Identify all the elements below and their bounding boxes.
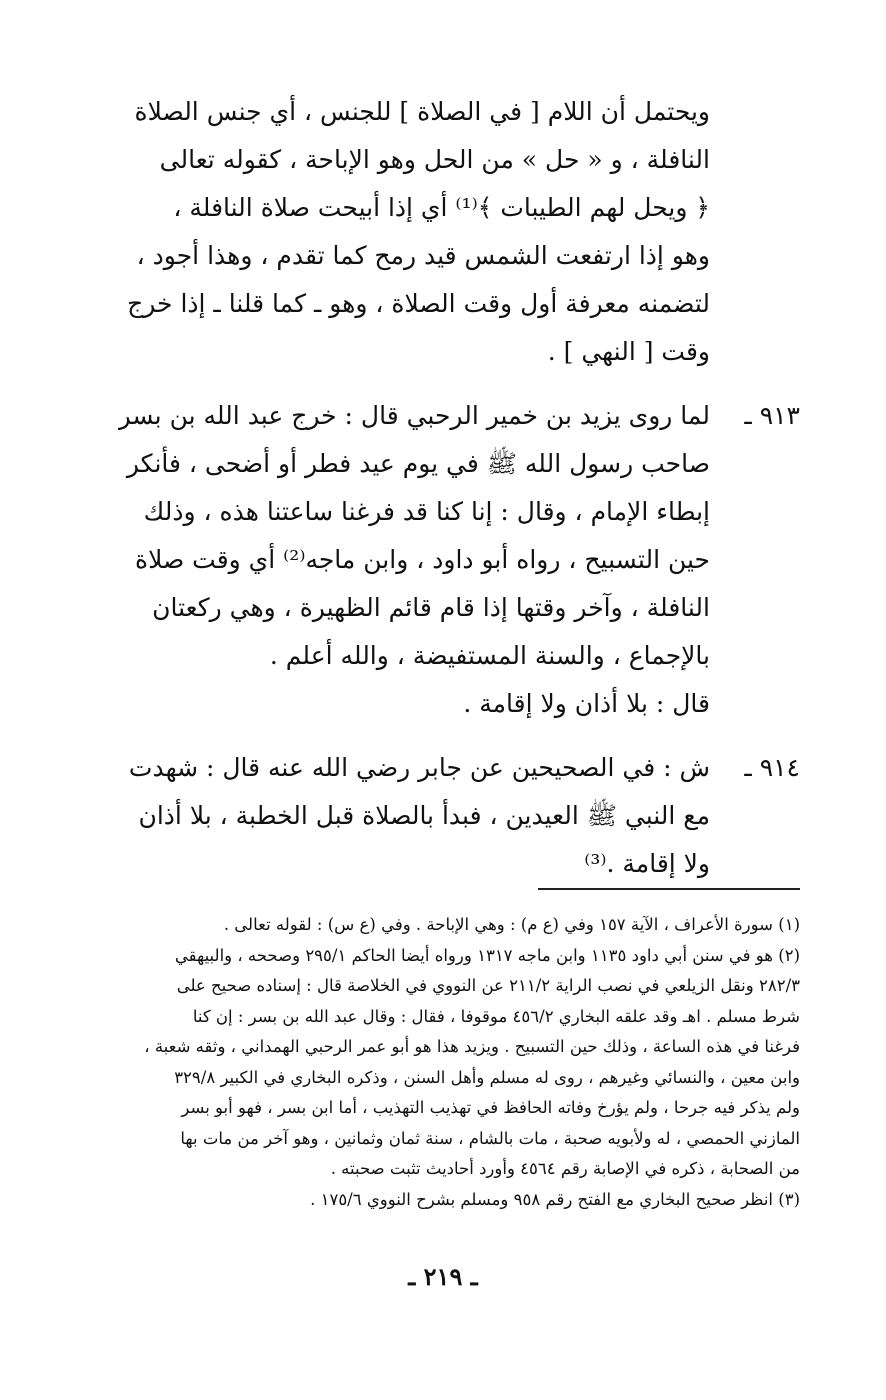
footnote-line: فرغنا في هذه الساعة ، وذلك حين التسبيح . ويزيد هذا هو أبو عمر الرحبي الهمداني ، وثقه شعبة ، [144, 1037, 800, 1056]
hadith-913 [118, 392, 800, 728]
text-line: ش : في الصحيحين عن جابر رضي الله عنه قال : شهدت [128, 753, 710, 782]
footnote-line: (٢) هو في سنن أبي داود ١١٣٥ وابن ماجه ١٣١٧ ورواه أيضا الحاكم ٢٩٥/١ وصححه ، والبيهقي [174, 945, 800, 965]
text-line: النافلة ، و « حل » من الحل وهو الإباحة ، كقوله تعالى [159, 145, 710, 174]
footnotes [118, 910, 800, 1215]
hadith-number: ٩١٤ ـ [744, 753, 800, 782]
text-line: مع النبي ﷺ العيدين ، فبدأ بالصلاة قبل الخطبة ، بلا أذان [138, 801, 710, 830]
qala-line: قال : بلا أذان ولا إقامة . [463, 689, 710, 718]
text-line: النافلة ، وآخر وقتها إذا قام قائم الظهيرة ، وهي ركعتان [152, 593, 710, 622]
footnote-line: ٢٨٢/٣ ونقل الزيلعي في نصب الراية ٢١١/٢ عن النووي في الخلاصة قال : إسناده صحيح على [176, 976, 800, 995]
text-line: لما روى يزيد بن خمير الرحبي قال : خرج عبد الله بن بسر [118, 401, 710, 430]
hadith-body [118, 744, 710, 888]
commentary-paragraph [118, 88, 800, 376]
footnote-line: ولم يذكر فيه جرحا ، ولم يؤرخ وفاته الحافظ في تهذيب التهذيب ، أما ابن بسر ، فهو أبو بسر [181, 1098, 800, 1117]
footnote-line: (٣) انظر صحيح البخاري مع الفتح رقم ٩٥٨ ومسلم بشرح النووي ١٧٥/٦ . [310, 1189, 800, 1209]
text-line: إبطاء الإمام ، وقال : إنا كنا قد فرغنا ساعتنا هذه ، وذلك [143, 497, 710, 526]
text-line: ويحتمل أن اللام [ في الصلاة ] للجنس ، أي جنس الصلاة [134, 97, 710, 126]
main-text [118, 88, 800, 904]
text-line: حين التسبيح ، رواه أبو داود ، وابن ماجه⁽²⁾ أي وقت صلاة [134, 545, 710, 574]
hadith-body [118, 392, 710, 728]
footnote-line: (١) سورة الأعراف ، الآية ١٥٧ وفي (ع م) : وهي الإباحة . وفي (ع س) : لقوله تعالى . [223, 915, 800, 934]
hadith-914 [118, 744, 800, 888]
text-line: وقت [ النهي ] . [547, 337, 710, 366]
page-number: ـ ٢١٩ ـ [408, 1262, 478, 1291]
text-line: لتضمنه معرفة أول وقت الصلاة ، وهو ـ كما قلنا ـ إذا خرج [127, 289, 710, 318]
text-line: بالإجماع ، والسنة المستفيضة ، والله أعلم . [269, 641, 710, 670]
footnote-line: شرط مسلم . اهـ وقد علقه البخاري ٤٥٦/٢ موقوفا ، فقال : وقال عبد الله بن بسر : إن كنا [192, 1006, 800, 1026]
footnote-line: من الصحابة ، ذكره في الإصابة رقم ٤٥٦٤ وأورد أحاديث تثبت صحبته . [330, 1159, 800, 1178]
footnote-divider [538, 888, 800, 890]
text-line: وهو إذا ارتفعت الشمس قيد رمح كما تقدم ، وهذا أجود ، [136, 241, 710, 270]
footnote-line: المازني الحمصي ، له ولأبويه صحبة ، مات بالشام ، سنة ثمان وثمانين ، وهو آخر من مات بها [180, 1128, 800, 1148]
hadith-number: ٩١٣ ـ [744, 401, 800, 430]
text-line: صاحب رسول الله ﷺ في يوم عيد فطر أو أضحى ، فأنكر [126, 449, 710, 478]
text-line: ﴿ ويحل لهم الطيبات ﴾⁽¹⁾ أي إذا أبيحت صلاة النافلة ، [173, 193, 710, 222]
text-line: ولا إقامة .⁽³⁾ [584, 849, 710, 878]
footnote-line: وابن معين ، والنسائي وغيرهم ، روى له مسلم وأهل السنن ، وذكره البخاري في الكبير ٣٢٩/٨ [174, 1067, 800, 1087]
